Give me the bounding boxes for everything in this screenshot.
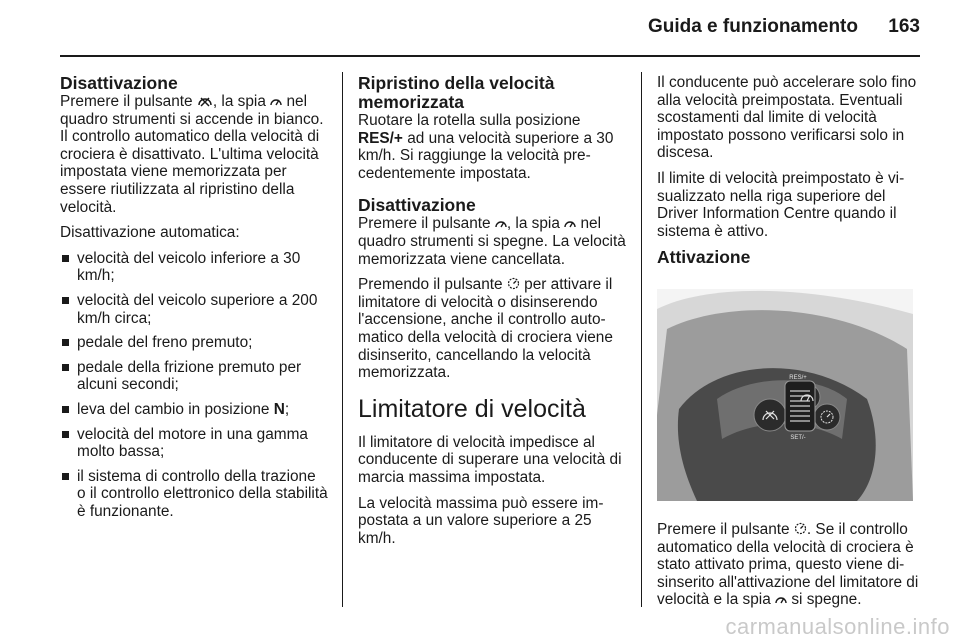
cruise-indicator-icon: [564, 217, 576, 229]
paragraph: La velocità massima può essere impostata a un valore superiore a 25 km/h.: [358, 494, 604, 547]
list-item: [60, 401, 328, 419]
text-run: Premendo il pulsante: [358, 276, 507, 294]
list-item: pedale della frizione premuto per alcuni secondi;: [60, 359, 328, 394]
paragraph: Il limite di velocità preimpostato è visualizzato nella riga superiore del Driver Information Centre quando il sistema è attivo.: [657, 169, 905, 240]
column-divider-2: [641, 72, 642, 607]
list-item: il sistema di controllo della trazione o il controllo elettronico della stabilità è funzionante.: [60, 468, 328, 521]
paragraph: [358, 215, 628, 268]
set-label: SET/-: [790, 435, 806, 442]
list-item: pedale del freno premuto;: [60, 334, 328, 352]
column-3: [657, 74, 923, 617]
column-1: [60, 74, 328, 527]
section-heading: Disattivazione: [358, 195, 476, 216]
res-label: RES/+: [789, 375, 807, 382]
bullet-list: [60, 250, 328, 521]
list-item: velocità del veicolo superiore a 200 km/h circa;: [60, 292, 328, 327]
speed-limiter-icon: [507, 277, 520, 290]
text-run: leva del cambio in posizione: [77, 400, 274, 418]
paragraph: [358, 276, 628, 382]
cruise-indicator-icon: [775, 593, 787, 605]
column-2: [358, 74, 628, 555]
column-divider-1: [342, 72, 343, 607]
section-heading: Disattivazione: [60, 73, 178, 93]
paragraph: Il limitatore di velocità impedisce al conducente di superare una velocità di marcia massima impostata.: [358, 433, 622, 486]
text-run: Premere il pulsante: [60, 93, 197, 110]
section-title: Limitatore di velocità: [358, 394, 586, 423]
paragraph: [657, 521, 923, 609]
text-run: , la spia: [212, 93, 271, 110]
paragraph: [60, 93, 328, 216]
text-run: Premere il pulsante: [358, 215, 495, 233]
list-item: velocità del veicolo inferiore a 30 km/h;: [60, 250, 328, 285]
watermark: carmanualsonline.info: [725, 614, 950, 639]
cruise-indicator-icon: [495, 217, 507, 229]
gear-position-label: N: [273, 400, 285, 418]
text-run: ad una velocità superiore a 30 km/h. Si raggiunge la velocità precedentemente impostata.: [358, 129, 614, 182]
header-title: Guida e funzionamento: [647, 16, 858, 37]
control-label: RES/+: [358, 129, 403, 147]
page-number: 163: [888, 16, 920, 37]
text-run: per attivare il limitatore di velocità o disinserendo l'accensione, anche il controllo automatico della velocità di crociera viene disinserito, cancellando la velocità memorizzata.: [358, 276, 613, 382]
steering-wheel-controls-photo: [657, 289, 913, 501]
paragraph: Disattivazione automatica:: [60, 224, 240, 242]
list-item: velocità del motore in una gamma molto bassa;: [60, 426, 328, 461]
speed-limiter-icon: [794, 522, 807, 535]
cruise-indicator-icon: [270, 95, 282, 107]
text-run: . Se il controllo automatico della velocità di crociera è stato attivato prima, questo viene disinserito all'attivazione del limitatore di velocità e la spia: [657, 520, 919, 609]
text-run: si spegne.: [787, 591, 862, 609]
text-run: Premere il pulsante: [657, 520, 794, 538]
text-run: , la spia: [506, 215, 565, 233]
section-heading: Attivazione: [657, 247, 751, 268]
header-divider: [60, 55, 920, 57]
cruise-cancel-icon: [197, 95, 213, 107]
text-run: ;: [284, 400, 290, 418]
section-heading: Ripristino della velocità memorizzata: [358, 73, 555, 112]
paragraph: Il conducente può accelerare solo fino alla velocità preimpostata. Eventuali scostamenti dal limite di velocità impostato possono verificarsi solo in discesa.: [657, 74, 917, 162]
text-run: Ruotare la rotella sulla posizione: [358, 112, 581, 129]
text-run: nel quadro strumenti si accende in bianco. Il controllo automatico della velocità di crociera è disattivato. L'ultima velocità impostata viene memorizzata per essere riutilizzata al ripristino della velocità.: [60, 93, 324, 216]
paragraph: [358, 112, 628, 182]
text-run: nel quadro strumenti si spegne. La velocità memorizzata viene cancellata.: [358, 215, 626, 268]
